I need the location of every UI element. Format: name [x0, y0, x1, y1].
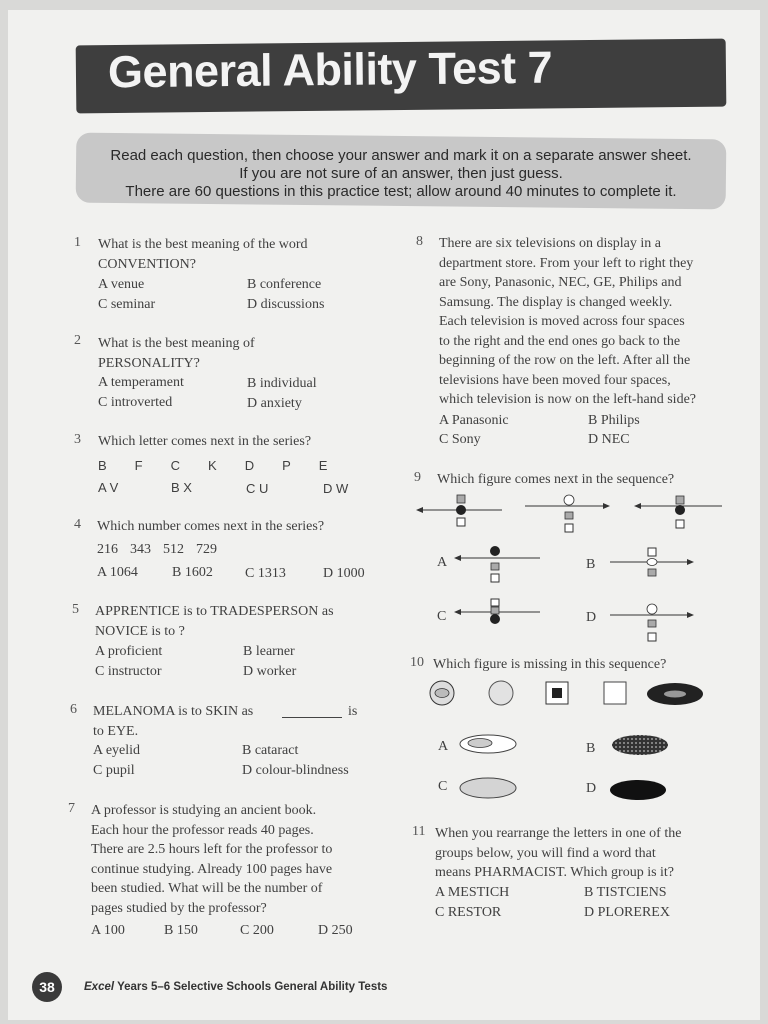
question-7-text: A professor is studying an ancient book. Each hour the professor reads 40 pages. There are 2.5 hours left for the professor to continue studying. Already 100 pages have been studied. What will be the number of pages studied by the professor? [91, 803, 333, 916]
q10-option-c[interactable]: C [438, 779, 448, 794]
question-number: 3 [74, 432, 81, 447]
question-4-text: Which number comes next in the series? [97, 519, 325, 534]
footer-title: Excel Years 5–6 Selective Schools General Ability Tests [84, 981, 388, 993]
q4-option-c[interactable]: C 1313 [245, 566, 286, 581]
q6-option-c[interactable]: C pupil [93, 763, 135, 778]
q1-option-d[interactable]: D discussions [247, 297, 325, 312]
q9-option-a[interactable]: A [437, 555, 448, 570]
q1-option-c[interactable]: C seminar [98, 297, 156, 312]
question-11-text: When you rearrange the letters in one of the groups below, you will find a word that means PHARMACIST. Which group is it? [435, 826, 682, 880]
q7-option-c[interactable]: C 200 [240, 923, 274, 938]
instruction-line-1: Read each question, then choose your answer and mark it on a separate answer sheet. [110, 147, 692, 164]
question-number: 1 [74, 235, 81, 250]
q5-option-b[interactable]: B learner [243, 644, 295, 659]
question-number: 11 [412, 824, 426, 839]
instruction-line-2: If you are not sure of an answer, then just guess. [239, 165, 563, 182]
q10-option-c-figure[interactable] [458, 776, 520, 800]
q9-option-d[interactable]: D [586, 610, 597, 625]
question-3-text: Which letter comes next in the series? [98, 434, 312, 449]
question-number: 5 [72, 602, 79, 617]
q4-series: 216 343 512 729 [97, 542, 217, 557]
q10-option-a-figure[interactable] [458, 732, 520, 756]
q5-option-c[interactable]: C instructor [95, 664, 162, 679]
q2-option-a[interactable]: A temperament [98, 375, 184, 390]
answer-blank [282, 717, 342, 718]
q10-option-a[interactable]: A [438, 739, 449, 754]
question-6-text-a: MELANOMA is to SKIN as [93, 704, 254, 719]
q4-option-a[interactable]: A 1064 [97, 565, 138, 580]
page-title: General Ability Test 7 [107, 41, 553, 98]
question-number: 10 [410, 655, 424, 670]
page-number: 38 [32, 972, 62, 1002]
question-number: 8 [416, 234, 423, 249]
q3-option-c[interactable]: C U [246, 481, 269, 496]
q9-option-a-figure[interactable] [450, 545, 545, 585]
q7-option-b[interactable]: B 150 [164, 923, 198, 938]
q2-option-d[interactable]: D anxiety [247, 396, 302, 411]
q10-option-d-figure[interactable] [608, 778, 670, 802]
question-6-text-c: to EYE. [93, 724, 139, 739]
q11-option-d[interactable]: D PLOREREX [584, 905, 670, 920]
question-number: 4 [74, 517, 81, 532]
q3-option-a[interactable]: A V [98, 480, 119, 495]
question-number: 6 [70, 702, 77, 717]
q6-option-b[interactable]: B cataract [242, 743, 299, 758]
q10-figure-2 [489, 681, 513, 705]
q10-figure-3 [546, 682, 568, 704]
q1-option-b[interactable]: B conference [247, 277, 322, 292]
q9-figure-2 [525, 495, 610, 532]
q11-option-a[interactable]: A MESTICH [435, 885, 510, 900]
question-6-text-b: is [348, 704, 358, 719]
question-9-text: Which figure comes next in the sequence? [437, 472, 675, 487]
brand-name: Excel [84, 981, 115, 993]
q10-sequence-figures [420, 678, 730, 712]
q2-option-c[interactable]: C introverted [98, 395, 173, 410]
q2-option-b[interactable]: B individual [247, 376, 317, 391]
question-5-text: APPRENTICE is to TRADESPERSON as NOVICE is to ? [95, 604, 334, 639]
question-2-text: What is the best meaning of PERSONALITY? [98, 336, 255, 371]
q7-option-a[interactable]: A 100 [91, 923, 125, 938]
question-number: 2 [74, 333, 81, 348]
q10-blank-square [604, 682, 626, 704]
q10-option-b[interactable]: B [586, 741, 596, 756]
q10-figure-1 [430, 681, 454, 705]
q9-option-d-figure[interactable] [608, 600, 698, 645]
q9-option-b-figure[interactable] [608, 545, 698, 585]
instruction-line-3: There are 60 questions in this practice test; allow around 40 minutes to complete it. [125, 183, 677, 200]
q7-option-d[interactable]: D 250 [318, 923, 353, 938]
q6-option-d[interactable]: D colour-blindness [242, 763, 349, 778]
q8-option-a[interactable]: A Panasonic [439, 413, 509, 428]
q11-option-b[interactable]: B TISTCIENS [584, 885, 667, 900]
q9-option-b[interactable]: B [586, 557, 596, 572]
q5-option-a[interactable]: A proficient [95, 644, 163, 659]
q10-option-b-figure[interactable] [610, 733, 672, 757]
q3-option-b[interactable]: B X [171, 480, 192, 495]
q10-figure-5 [647, 683, 703, 705]
q8-option-b[interactable]: B Philips [588, 413, 640, 428]
q9-figure-1 [416, 495, 502, 526]
q10-option-d[interactable]: D [586, 781, 597, 796]
q9-figure-3 [634, 496, 722, 528]
question-10-text: Which figure is missing in this sequence? [433, 657, 667, 672]
question-number: 9 [414, 470, 421, 485]
q9-option-c[interactable]: C [437, 609, 447, 624]
q8-option-d[interactable]: D NEC [588, 432, 630, 447]
q11-option-c[interactable]: C RESTOR [435, 905, 502, 920]
question-8-text: There are six televisions on display in a department store. From your left to right they are Sony, Panasonic, NEC, GE, Philips and Samsung. The display is changed weekly. Each television is moved across four spaces to the right and the end ones go back to the beginning of the row on the left. After all the televisions have been moved four spaces, which television is now on the left-hand side? [439, 236, 696, 407]
q6-option-a[interactable]: A eyelid [93, 743, 141, 758]
q4-option-b[interactable]: B 1602 [172, 565, 213, 580]
q9-sequence-figures [410, 492, 730, 542]
q8-option-c[interactable]: C Sony [439, 432, 481, 447]
q4-option-d[interactable]: D 1000 [323, 566, 365, 581]
question-number: 7 [68, 801, 75, 816]
q9-option-c-figure[interactable] [450, 598, 545, 628]
q3-series: B F C K D P E [98, 458, 328, 473]
q5-option-d[interactable]: D worker [243, 664, 297, 679]
question-1-text: What is the best meaning of the word CONVENTION? [98, 237, 308, 272]
q3-option-d[interactable]: D W [323, 481, 349, 496]
q1-option-a[interactable]: A venue [98, 277, 145, 292]
